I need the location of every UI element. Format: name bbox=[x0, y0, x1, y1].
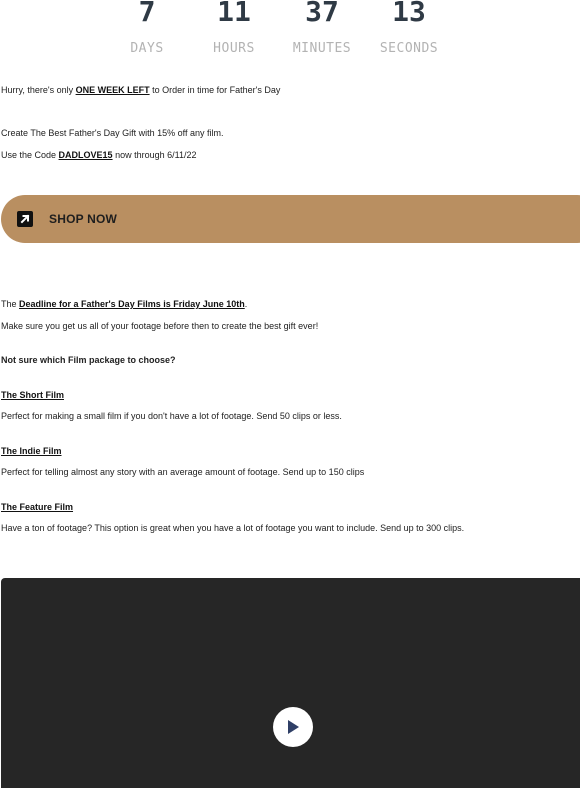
external-link-icon bbox=[17, 211, 33, 227]
package-question: Not sure which Film package to choose? bbox=[1, 355, 176, 365]
video-player[interactable] bbox=[1, 578, 580, 788]
deadline-text-after: . bbox=[244, 299, 248, 309]
package-short-film bbox=[1, 389, 64, 401]
package-feature-film bbox=[1, 501, 73, 513]
countdown-label: SECONDS bbox=[379, 41, 439, 56]
countdown-hours bbox=[190, 0, 278, 56]
countdown-value: 11 bbox=[217, 0, 251, 28]
indie-film-description: Perfect for telling almost any story with an average amount of footage. Send up to 150 clips bbox=[1, 467, 365, 477]
deadline-message bbox=[1, 298, 247, 310]
countdown-value: 13 bbox=[392, 0, 426, 28]
shop-now-button[interactable] bbox=[1, 195, 580, 243]
short-film-description: Perfect for making a small film if you don't have a lot of footage. Send 50 clips or less. bbox=[1, 411, 342, 421]
countdown-seconds bbox=[365, 0, 453, 56]
hurry-text-after: to Order in time for Father's Day bbox=[149, 85, 281, 95]
countdown-label: HOURS bbox=[213, 41, 255, 56]
indie-film-link[interactable]: The Indie Film bbox=[1, 446, 62, 456]
footage-reminder: Make sure you get us all of your footage before then to create the best gift ever! bbox=[1, 321, 319, 331]
hurry-text-before: Hurry, there's only bbox=[1, 85, 76, 95]
countdown-days bbox=[103, 0, 191, 56]
feature-film-description: Have a ton of footage? This option is great when you have a lot of footage you want to include. Send up to 300 clips. bbox=[1, 523, 465, 533]
deadline-link[interactable]: Deadline for a Father's Day Films is Friday June 10th bbox=[19, 299, 245, 309]
deadline-text-before: The bbox=[1, 299, 20, 309]
package-indie-film bbox=[1, 445, 62, 457]
shop-now-label: SHOP NOW bbox=[49, 212, 118, 226]
promo-code-line bbox=[1, 149, 196, 161]
countdown-minutes bbox=[278, 0, 366, 56]
countdown-value: 37 bbox=[305, 0, 339, 28]
short-film-link[interactable]: The Short Film bbox=[1, 390, 64, 400]
hurry-message bbox=[1, 84, 280, 96]
play-icon bbox=[287, 719, 301, 735]
one-week-left-link[interactable]: ONE WEEK LEFT bbox=[75, 85, 150, 95]
feature-film-link[interactable]: The Feature Film bbox=[1, 502, 74, 512]
countdown-label: MINUTES bbox=[292, 41, 352, 56]
code-text-before: Use the Code bbox=[1, 150, 59, 160]
countdown-value: 7 bbox=[138, 0, 156, 28]
countdown-timer bbox=[107, 0, 457, 60]
play-button[interactable] bbox=[273, 707, 313, 747]
countdown-label: DAYS bbox=[130, 41, 164, 56]
promo-code: DADLOVE15 bbox=[58, 150, 113, 160]
code-text-after: now through 6/11/22 bbox=[112, 150, 197, 160]
gift-offer-text: Create The Best Father's Day Gift with 15% off any film. bbox=[1, 128, 224, 138]
